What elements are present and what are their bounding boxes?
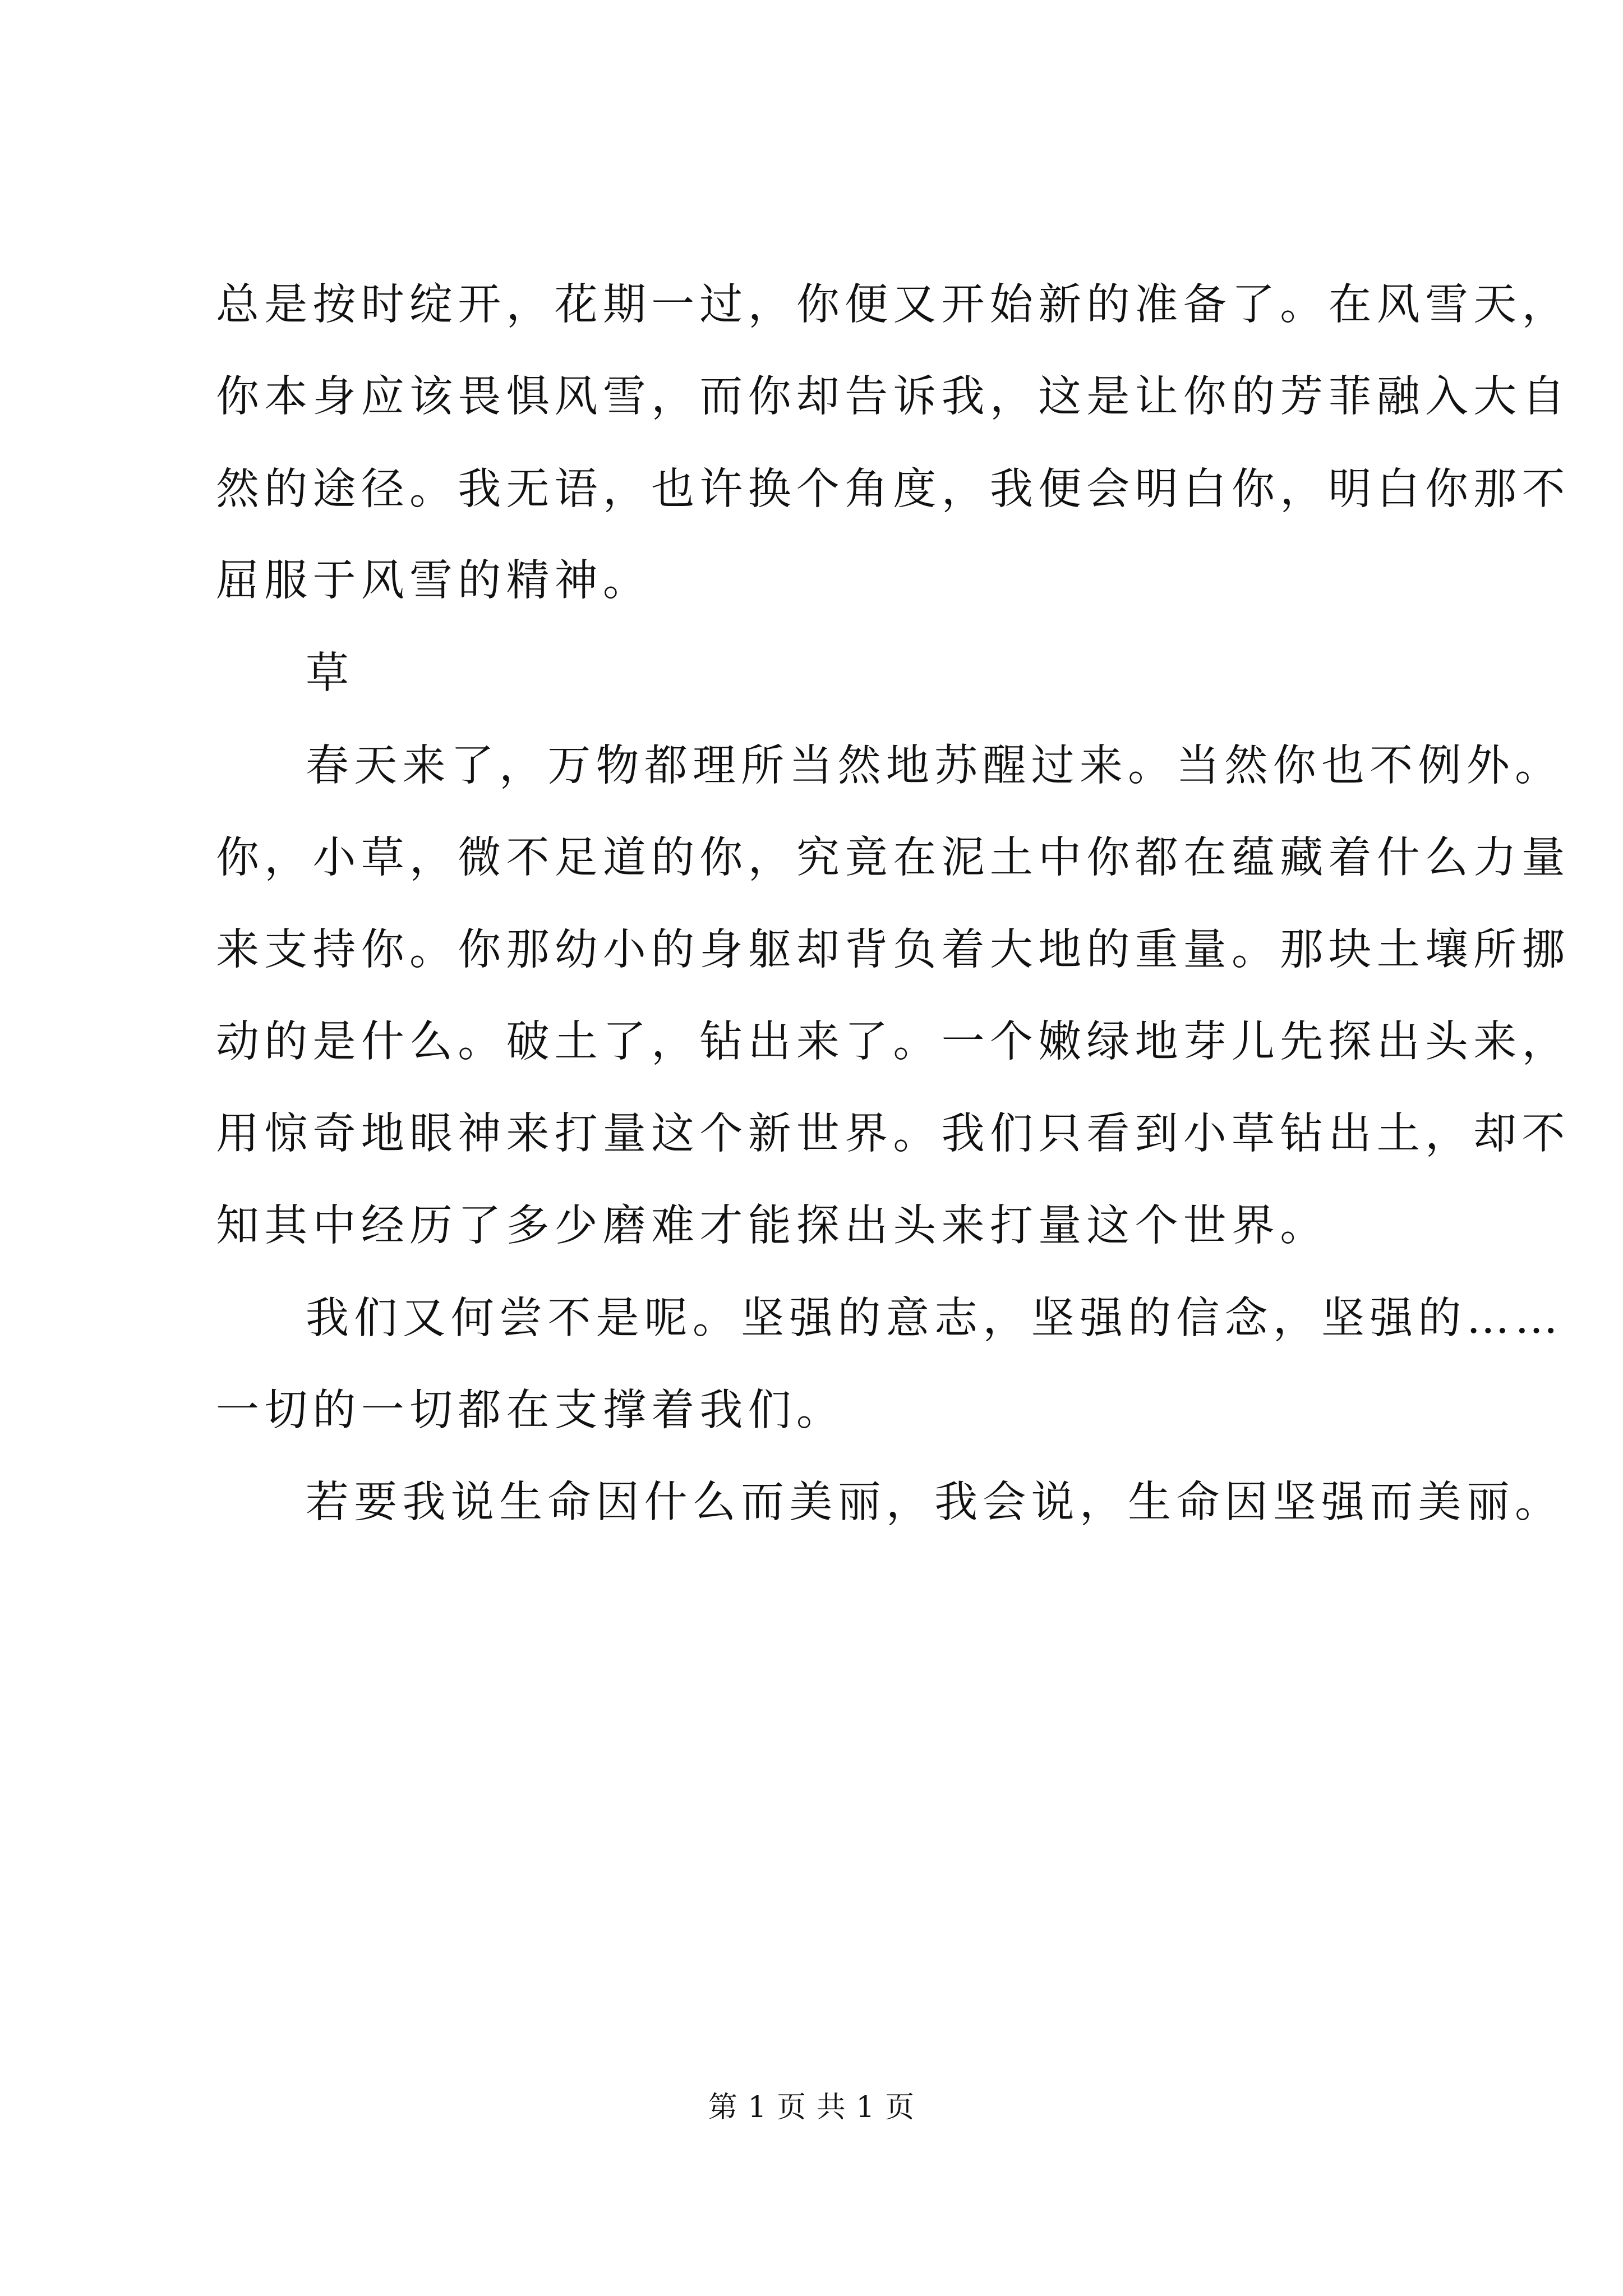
paragraph-3-line-5: 用惊奇地眼神来打量这个新世界。我们只看到小草钻出土，却不: [216, 1109, 1570, 1159]
paragraph-3-line-1: 春天来了，万物都理所当然地苏醒过来。当然你也不例外。: [306, 741, 1564, 791]
paragraph-1-line-1: 总是按时绽开，花期一过，你便又开始新的准备了。在风雪天，: [216, 280, 1570, 330]
paragraph-3-line-4: 动的是什么。破土了，钻出来了。一个嫩绿地芽儿先探出头来，: [216, 1017, 1570, 1067]
paragraph-1-line-4: 屈服于风雪的精神。: [216, 556, 652, 606]
paragraph-3-line-3: 来支持你。你那幼小的身躯却背负着大地的重量。那块土壤所挪: [216, 925, 1570, 975]
paragraph-3-line-6: 知其中经历了多少磨难才能探出头来打量这个世界。: [216, 1201, 1329, 1251]
paragraph-3-line-2: 你，小草，微不足道的你，究竟在泥土中你都在蕴藏着什么力量: [216, 833, 1570, 883]
page-number-footer: 第 1 页 共 1 页: [708, 2091, 915, 2124]
paragraph-4-line-1: 我们又何尝不是呢。坚强的意志，坚强的信念，坚强的……: [306, 1294, 1564, 1343]
paragraph-5-line-1: 若要我说生命因什么而美丽，我会说，生命因坚强而美丽。: [306, 1478, 1564, 1527]
paragraph-1-line-3: 然的途径。我无语，也许换个角度，我便会明白你，明白你那不: [216, 464, 1570, 514]
paragraph-1-line-2: 你本身应该畏惧风雪，而你却告诉我，这是让你的芳菲融入大自: [216, 372, 1570, 422]
section-heading: 草: [306, 648, 354, 698]
paragraph-4-line-2: 一切的一切都在支撑着我们。: [216, 1386, 845, 1435]
